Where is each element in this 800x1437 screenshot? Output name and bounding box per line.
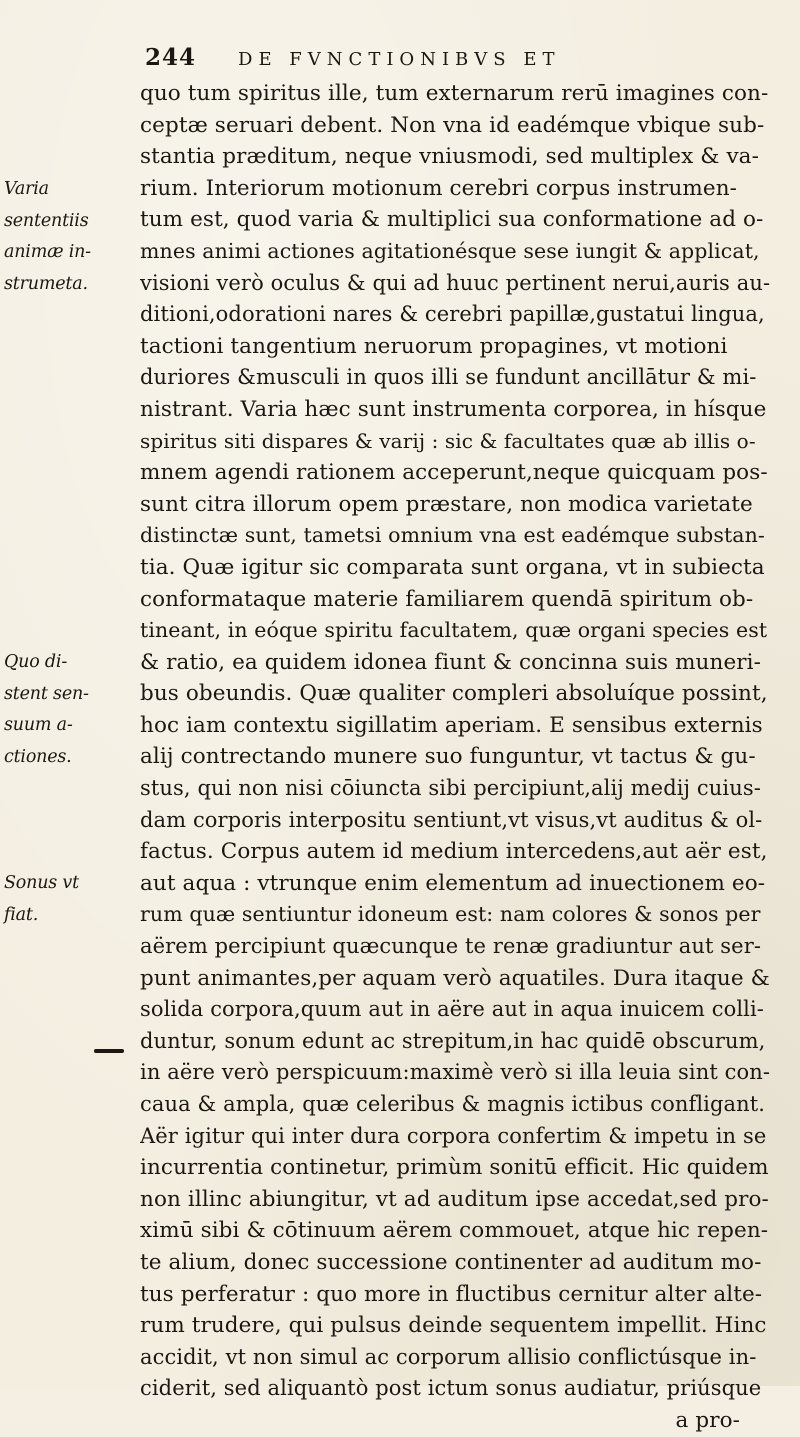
text-line: dam corporis interpositu sentiunt,vt visus,vt auditus & ol- — [140, 807, 763, 832]
text-line: quo tum spiritus ille, tum externarum rerū imagines con- — [140, 81, 769, 106]
text-line: mnem agendi rationem acceperunt,neque quicquam pos- — [140, 460, 768, 486]
margin-note-line: suum a- — [4, 715, 73, 736]
text-line: visioni verò oculus & qui ad huuc pertinent nerui,auris au- — [140, 270, 770, 295]
text-line: tia. Quæ igitur sic comparata sunt organa, vt in subiecta — [140, 554, 765, 580]
text-line: distinctæ sunt, tametsi omnium vna est eadémque substan- — [140, 523, 765, 548]
text-line: stus, qui non nisi cōiuncta sibi percipiunt,alij medij cuius- — [140, 776, 761, 801]
margin-note-line: fiat. — [4, 904, 39, 925]
text-line: rium. Interiorum motionum cerebri corpus instrumen- — [140, 175, 738, 201]
text-line: tineant, in eóque spiritu facultatem, quæ organi species est — [140, 618, 768, 643]
text-line: accidit, vt non simul ac corporum allisio conflictúsque in- — [140, 1344, 757, 1369]
margin-note-sonus — [4, 868, 134, 931]
text-line: alij contrectando munere suo funguntur, vt tactus & gu- — [140, 744, 756, 770]
running-head: DE FVNCTIONIBVS ET — [238, 49, 561, 70]
text-line: caua & ampla, quæ celeribus & magnis ictibus confligant. — [140, 1092, 766, 1116]
text-line: in aëre verò perspicuum:maximè verò si illa leuia sint con- — [140, 1060, 770, 1085]
margin-note-line: ctiones. — [4, 746, 72, 767]
text-line: duriores &musculi in quos illi se fundunt ancillātur & mi- — [140, 365, 757, 390]
text-line: rum trudere, qui pulsus deinde sequentem impellit. Hinc — [140, 1313, 767, 1339]
text-line: sunt citra illorum opem præstare, non modica varietate — [140, 491, 753, 517]
page-number: 244 — [145, 44, 197, 71]
text-line: ciderit, sed aliquantò post ictum sonus audiatur, priúsque — [140, 1376, 762, 1401]
text-line: duntur, sonum edunt ac strepitum,in hac quidē obscurum, — [140, 1028, 766, 1053]
text-line: bus obeundis. Quæ qualiter compleri absoluíque possint, — [140, 681, 768, 707]
text-line: tactioni tangentium neruorum propagines, vt motioni — [140, 333, 728, 359]
text-line: incurrentia continetur, primùm sonitū efficit. Hic quidem — [140, 1155, 769, 1181]
margin-note-line: stent sen- — [4, 683, 89, 704]
margin-note-line: animæ in- — [4, 242, 91, 263]
text-line: factus. Corpus autem id medium intercedens,aut aër est, — [140, 839, 768, 865]
text-line: punt animantes,per aquam verò aquatiles. Dura itaque & — [140, 965, 770, 991]
margin-note-line: Varia — [4, 179, 49, 199]
text-line: stantia præditum, neque vniusmodi, sed multiplex & va- — [140, 144, 759, 170]
text-line: solida corpora,quum aut in aëre aut in aqua inuicem colli- — [140, 997, 764, 1022]
margin-note-line: sententiis — [4, 210, 89, 231]
text-line: nistrant. Varia hæc sunt instrumenta corporea, in hísque — [140, 396, 767, 422]
text-line: tus perferatur : quo more in fluctibus cernitur alter alte- — [140, 1281, 763, 1307]
margin-note-line: Quo di- — [4, 652, 68, 672]
text-line: mnes animi actiones agitationésque sese iungit & applicat, — [140, 238, 760, 263]
margin-ink-mark — [94, 1049, 124, 1053]
text-line: Aër igitur qui inter dura corpora confertim & impetu in se — [140, 1123, 767, 1148]
text-line: spiritus siti dispares & varij : sic & facultates quæ ab illis o- — [140, 428, 756, 453]
text-line: hoc iam contextu sigillatim aperiam. E sensibus externis — [140, 712, 763, 738]
text-line: aërem percipiunt quæcunque te renæ gradiuntur aut ser- — [140, 934, 762, 959]
text-line: tum est, quod varia & multiplici sua conformatione ad o- — [140, 207, 764, 233]
text-line: ximū sibi & cōtinuum aërem commouet, atque hic repen- — [140, 1218, 769, 1244]
body-text — [140, 78, 770, 1437]
text-line: non illinc abiungitur, vt ad auditum ipse accedat,sed pro- — [140, 1186, 769, 1212]
text-line: te alium, donec successione continenter ad auditum mo- — [140, 1249, 762, 1275]
margin-note-line: Sonus vt — [4, 873, 79, 893]
text-line: ceptæ seruari debent. Non vna id eadémque vbique sub- — [140, 112, 765, 138]
page-header — [145, 44, 645, 74]
margin-note-line: strumeta. — [4, 273, 88, 294]
margin-note-quo-distent — [4, 647, 134, 773]
text-line: & ratio, ea quidem idonea fiunt & concinna suis muneri- — [140, 649, 761, 675]
text-line: rum quæ sentiuntur idoneum est: nam colores & sonos per — [140, 902, 761, 927]
margin-note-varia — [4, 174, 134, 300]
text-line: ditioni,odorationi nares & cerebri papillæ,gustatui lingua, — [140, 302, 765, 327]
catchword: a pro- — [675, 1407, 740, 1433]
text-line: aut aqua : vtrunque enim elementum ad inuectionem eo- — [140, 870, 766, 896]
text-line: conformataque materie familiarem quendā spiritum ob- — [140, 586, 754, 612]
